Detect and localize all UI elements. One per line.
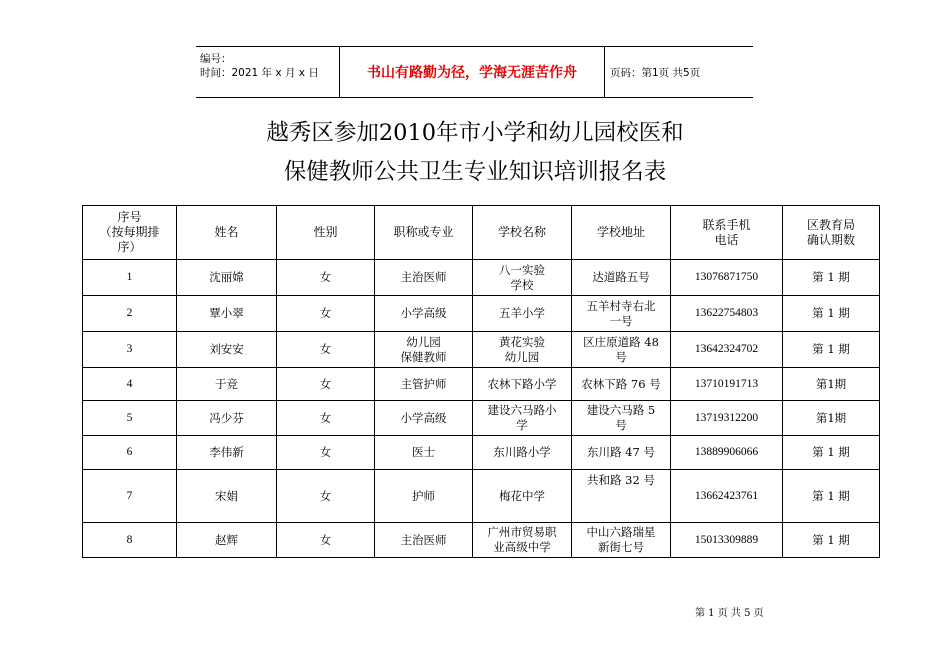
cell-name: 刘安安 <box>177 332 277 368</box>
table-row <box>83 332 880 368</box>
cell-title: 幼儿园 保健教师 <box>375 332 473 368</box>
table-row <box>83 260 880 296</box>
cell-school: 建设六马路小 学 <box>473 401 572 436</box>
cell-phone: 13719312200 <box>671 401 783 436</box>
cell-period: 第 1 期 <box>783 260 880 296</box>
cell-name: 覃小翠 <box>177 296 277 332</box>
cell-title: 小学高级 <box>375 401 473 436</box>
cell-title: 主治医师 <box>375 523 473 558</box>
table-row <box>83 470 880 523</box>
cell-period: 第 1 期 <box>783 296 880 332</box>
column-header-school: 学校名称 <box>473 206 572 260</box>
cell-address: 东川路 47 号 <box>572 436 671 470</box>
cell-phone: 15013309889 <box>671 523 783 558</box>
cell-gender: 女 <box>277 296 375 332</box>
page-title-line-2: 保健教师公共卫生专业知识培训报名表 <box>283 159 667 185</box>
cell-number: 3 <box>83 332 177 368</box>
cell-gender: 女 <box>277 368 375 401</box>
cell-name: 宋娟 <box>177 470 277 523</box>
cell-school: 梅花中学 <box>473 470 572 523</box>
cell-name: 赵辉 <box>177 523 277 558</box>
table-row <box>83 296 880 332</box>
cell-title: 小学高级 <box>375 296 473 332</box>
cell-school: 八一实验 学校 <box>473 260 572 296</box>
cell-address: 区庄原道路 48 号 <box>572 332 671 368</box>
column-header-address: 学校地址 <box>572 206 671 260</box>
column-header-name: 姓名 <box>177 206 277 260</box>
cell-address: 五羊村寺右北 一号 <box>572 296 671 332</box>
cell-number: 5 <box>83 401 177 436</box>
cell-gender: 女 <box>277 523 375 558</box>
table-row <box>83 401 880 436</box>
cell-name: 李伟新 <box>177 436 277 470</box>
cell-period: 第 1 期 <box>783 523 880 558</box>
cell-school: 东川路小学 <box>473 436 572 470</box>
cell-title: 医士 <box>375 436 473 470</box>
cell-period: 第 1 期 <box>783 436 880 470</box>
cell-address: 建设六马路 5 号 <box>572 401 671 436</box>
cell-number: 6 <box>83 436 177 470</box>
cell-phone: 13642324702 <box>671 332 783 368</box>
cell-phone: 13889906066 <box>671 436 783 470</box>
cell-number: 8 <box>83 523 177 558</box>
column-header-gender: 性别 <box>277 206 375 260</box>
table-row <box>83 436 880 470</box>
cell-school: 农林下路小学 <box>473 368 572 401</box>
cell-name: 冯少芬 <box>177 401 277 436</box>
cell-phone: 13076871750 <box>671 260 783 296</box>
cell-number: 7 <box>83 470 177 523</box>
cell-gender: 女 <box>277 260 375 296</box>
cell-period: 第1期 <box>783 401 880 436</box>
cell-number: 1 <box>83 260 177 296</box>
cell-address: 共和路 32 号 <box>572 470 671 523</box>
cell-number: 2 <box>83 296 177 332</box>
registration-table <box>82 205 880 558</box>
table-header-row <box>83 206 880 260</box>
cell-school: 广州市贸易职 业高级中学 <box>473 523 572 558</box>
cell-title: 护师 <box>375 470 473 523</box>
cell-number: 4 <box>83 368 177 401</box>
cell-address: 中山六路瑞星 新街七号 <box>572 523 671 558</box>
column-header-period: 区教育局 确认期数 <box>783 206 880 260</box>
header-meta <box>200 52 319 80</box>
cell-phone: 13710191713 <box>671 368 783 401</box>
cell-title: 主管护师 <box>375 368 473 401</box>
cell-gender: 女 <box>277 401 375 436</box>
time-label: 时间：2021 年 x 月 x 日 <box>200 67 319 79</box>
cell-name: 沈丽嫦 <box>177 260 277 296</box>
cell-address: 农林下路 76 号 <box>572 368 671 401</box>
cell-phone: 13622754803 <box>671 296 783 332</box>
cell-gender: 女 <box>277 470 375 523</box>
cell-address: 达道路五号 <box>572 260 671 296</box>
cell-phone: 13662423761 <box>671 470 783 523</box>
cell-name: 于竞 <box>177 368 277 401</box>
serial-label: 编号： <box>200 53 232 65</box>
cell-period: 第 1 期 <box>783 332 880 368</box>
cell-school: 五羊小学 <box>473 296 572 332</box>
cell-school: 黄花实验 幼儿园 <box>473 332 572 368</box>
header-page-info: 页码：第1页 共5页 <box>610 67 701 79</box>
column-header-title: 职称或专业 <box>375 206 473 260</box>
page-footer: 第 1 页 共 5 页 <box>695 608 764 619</box>
page-title-line-1: 越秀区参加2010年市小学和幼儿园校医和 <box>266 120 684 146</box>
header-motto: 书山有路勤为径，学海无涯苦作舟 <box>339 47 605 97</box>
table-row <box>83 523 880 558</box>
table-row <box>83 368 880 401</box>
column-header-phone: 联系手机 电话 <box>671 206 783 260</box>
column-header-number: 序号 （按每期排 序） <box>83 206 177 260</box>
cell-period: 第 1 期 <box>783 470 880 523</box>
cell-gender: 女 <box>277 332 375 368</box>
cell-period: 第1期 <box>783 368 880 401</box>
cell-title: 主治医师 <box>375 260 473 296</box>
cell-gender: 女 <box>277 436 375 470</box>
document-header <box>196 46 753 98</box>
